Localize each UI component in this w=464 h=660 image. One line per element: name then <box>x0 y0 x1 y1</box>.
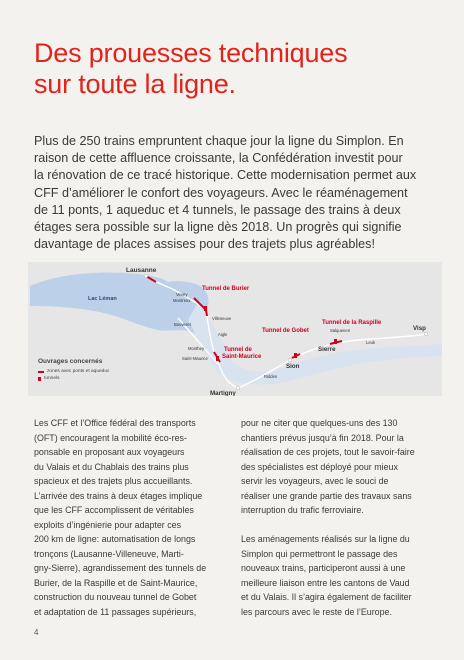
label-saint-maurice: Saint-Maurice <box>182 356 208 361</box>
intro-line: raison de cette affluence croissante, la Confédération investit pour <box>34 151 403 166</box>
route-map <box>28 262 442 396</box>
body-line: tronçons (Lausanne-Villeneuve, Marti- <box>34 548 184 559</box>
label-lac-leman: Lac Léman <box>88 296 117 302</box>
label-sion: Sion <box>286 363 300 370</box>
legend-label-zones: zones avec ponts et aqueduc <box>47 369 110 374</box>
body-line: L’arrivée des trains à deux étages implique <box>34 490 203 501</box>
body-line: (OFT) encouragent la mobilité éco-res- <box>34 432 187 443</box>
label-tunnel-burier: Tunnel de Burier <box>202 286 250 292</box>
page-number: 4 <box>34 628 39 637</box>
tunnel-marker-burier <box>204 306 207 311</box>
label-bouveret: Bouveret <box>174 322 191 327</box>
body-line: spacieux et des trajets plus accueillants. <box>34 476 193 486</box>
body-line: des spécialistes est déployé pour mieux <box>241 461 398 472</box>
tunnel-marker-raspille <box>334 339 337 344</box>
body-line: pour ne citer que quelques-uns des 130 <box>241 418 398 428</box>
legend-title: Ouvrages concernés <box>38 358 103 365</box>
station-lausanne <box>144 274 148 278</box>
body-line: et du Valais. Il s’agira également de faciliter <box>241 592 412 602</box>
legend-swatch-box <box>38 377 41 381</box>
body-line: gny-Sierre), agrandissement des tunnels de <box>34 563 207 573</box>
label-montreux: Montreux <box>173 298 191 303</box>
intro-line: CFF d’améliorer le confort des voyageurs. Avec le réaménagement <box>34 185 408 200</box>
paragraph-gap <box>241 518 433 533</box>
intro-paragraph <box>34 133 444 253</box>
body-line: que les CFF accomplissent de véritables <box>34 505 194 515</box>
body-line: ponsable en proposant aux voyageurs <box>34 447 185 457</box>
label-vevey: Vevey <box>176 292 188 297</box>
body-line: exploits d’ingénierie pour adapter ces <box>34 519 182 530</box>
legend-label-tunnels: tunnels <box>44 376 60 381</box>
body-line: Les CFF et l’Office fédéral des transports <box>34 418 196 428</box>
intro-line: de 11 ponts, 1 aqueduc et 4 tunnels, le passage des trains à deux <box>34 202 401 217</box>
body-line: Burier, de la Raspille et de Saint-Maurice, <box>34 577 198 588</box>
label-tunnel-saint-maurice-1: Tunnel de <box>224 347 252 353</box>
label-tunnel-saint-maurice-2: Saint-Maurice <box>222 354 262 360</box>
body-line: du Valais et du Chablais des trains plus <box>34 461 189 472</box>
label-villeneuve: Villeneuve <box>212 316 232 321</box>
body-line: construction du nouveau tunnel de Gobet <box>34 592 197 602</box>
label-sierre: Sierre <box>318 346 336 353</box>
body-line: servir les voyageurs, avec le souci de <box>241 476 389 486</box>
legend-row-tunnels <box>38 375 109 382</box>
intro-line: étages sera possible sur la ligne dès 2018. Un progrès qui signifie <box>34 220 402 235</box>
body-column-right <box>241 416 433 619</box>
title-line: Des prouesses techniques <box>34 38 348 68</box>
body-line: interruption du trafic ferroviaire. <box>241 505 364 515</box>
label-monthey: Monthey <box>188 346 205 351</box>
body-line: réalisation de ces projets, tout le savoir-faire <box>241 447 415 457</box>
label-martigny: Martigny <box>210 390 236 396</box>
body-line: et adaptation de 11 passages supérieurs, <box>34 606 197 617</box>
body-line: meilleure liaison entre les cantons de Vaud <box>241 577 410 588</box>
body-line: nouveaux trains, participeront aussi à une <box>241 563 406 573</box>
label-riddes: Riddes <box>264 374 278 379</box>
tunnel-marker-stmaurice <box>216 356 219 361</box>
station-martigny <box>236 386 240 390</box>
tunnel-marker-gobet <box>294 353 297 358</box>
label-salquenen: Salquenen <box>330 328 351 333</box>
body-line: les parcours avec le reste de l’Europe. <box>241 606 392 617</box>
body-line: 200 km de ligne: automatisation de longs <box>34 534 196 544</box>
intro-line: la rénovation de ce tracé historique. Cette modernisation permet aux <box>34 168 417 183</box>
intro-line: Plus de 250 trains empruntent chaque jour la ligne du Simplon. En <box>34 134 404 148</box>
body-line: Les aménagements réalisés sur la ligne du <box>241 534 410 544</box>
body-line: chantiers prévus jusqu’à fin 2018. Pour la <box>241 432 404 443</box>
label-leuk: Leuk <box>366 340 376 345</box>
body-column-left <box>34 416 226 619</box>
station-visp <box>424 332 428 336</box>
legend-row-zones <box>38 368 109 375</box>
label-visp: Visp <box>413 325 426 332</box>
intro-line: davantage de places assises pour des trajets plus agréables! <box>34 237 375 252</box>
page-title <box>34 38 434 100</box>
title-line: sur toute la ligne. <box>34 69 236 99</box>
legend-swatch-line <box>38 371 44 373</box>
label-tunnel-gobet: Tunnel de Gobet <box>262 328 309 334</box>
label-lausanne: Lausanne <box>126 267 157 274</box>
label-tunnel-raspille: Tunnel de la Raspille <box>322 320 382 326</box>
station-sion <box>288 358 292 362</box>
map-legend <box>38 358 109 382</box>
body-line: Simplon qui permettront le passage des <box>241 548 398 559</box>
body-line: réaliser une grande partie des travaux sans <box>241 490 412 501</box>
label-aigle: Aigle <box>218 332 228 337</box>
